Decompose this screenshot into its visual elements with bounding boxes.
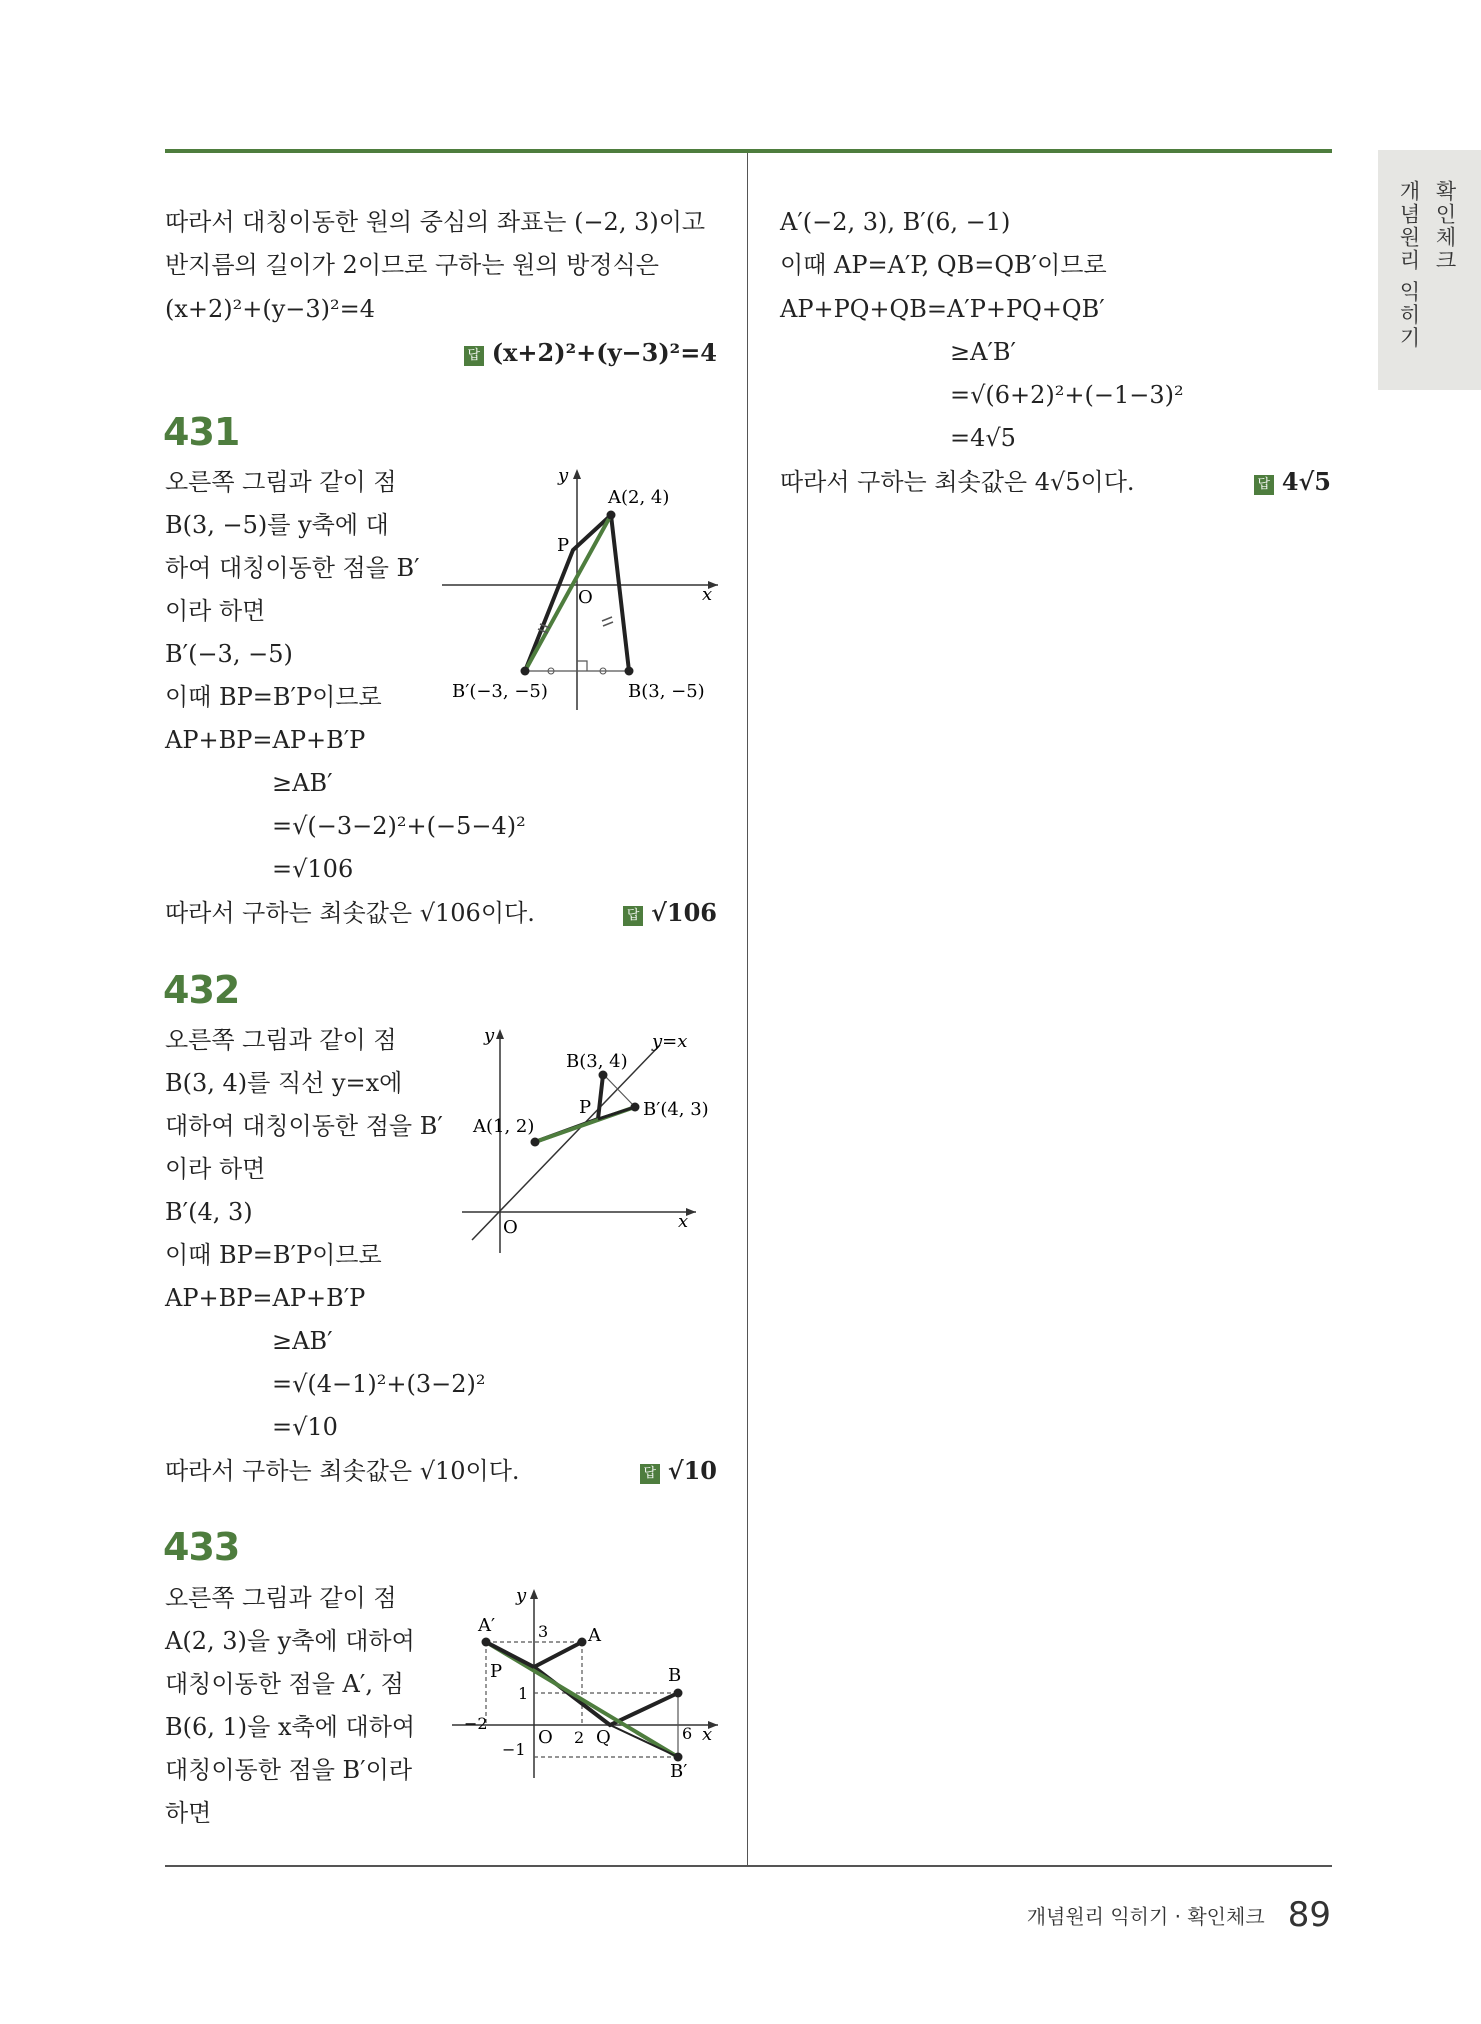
p431-label-b: B(3, −5): [628, 681, 705, 702]
p433-label-a: A: [588, 1625, 601, 1646]
right-line-7: 따라서 구하는 최솟값은 4√5이다.: [780, 468, 1135, 496]
p432-label-p: P: [579, 1097, 592, 1118]
p431-label-o: O: [578, 587, 593, 608]
p433-label-m1: −1: [502, 1740, 526, 1759]
p432-answer-text: √10: [667, 1456, 717, 1485]
p432-label-x: x: [678, 1211, 689, 1232]
p433-label-m2: −2: [464, 1714, 488, 1733]
footer-text: 개념원리 익히기 · 확인체크: [1026, 1904, 1265, 1929]
p431-line-6: 이때 BP=B′P이므로: [165, 683, 382, 711]
p432-answer: [640, 1456, 717, 1485]
answer-mark-icon: 답: [640, 1464, 660, 1484]
side-tab: [1378, 150, 1481, 390]
p431-label-y: y: [558, 465, 569, 486]
side-tab-label-2: 확인체크: [1433, 180, 1457, 272]
p433-line-3: 대칭이동한 점을 A′, 점: [165, 1670, 404, 1698]
p431-line-4: 이라 하면: [165, 597, 266, 625]
p432-figure: [460, 1025, 720, 1255]
right-line-6: =4√5: [950, 424, 1016, 452]
page-number: 89: [1287, 1895, 1331, 1935]
answer-mark-icon: 답: [464, 346, 484, 366]
p431-label-x: x: [702, 584, 713, 605]
intro-line-1: 따라서 대칭이동한 원의 중심의 좌표는 (−2, 3)이고: [165, 208, 706, 236]
p433-label-1: 1: [518, 1684, 529, 1703]
p433-label-q: Q: [596, 1727, 611, 1748]
right-answer-text: 4√5: [1281, 467, 1331, 496]
right-line-1: A′(−2, 3), B′(6, −1): [780, 208, 1011, 236]
right-line-4: ≥A′B′: [950, 338, 1016, 366]
p433-label-6: 6: [682, 1724, 693, 1743]
p433-line-5: 대칭이동한 점을 B′이라: [165, 1756, 412, 1784]
p433-label-a-prime: A′: [478, 1615, 496, 1636]
p431-line-5: B′(−3, −5): [165, 640, 293, 668]
p432-line-3: 대하여 대칭이동한 점을 B′: [165, 1112, 443, 1140]
p432-label-a: A(1, 2): [473, 1116, 535, 1137]
right-line-5: =√(6+2)²+(−1−3)²: [950, 381, 1184, 409]
p432-line-10: =√10: [272, 1413, 338, 1441]
p432-line-2: B(3, 4)를 직선 y=x에: [165, 1069, 403, 1097]
p433-label-o: O: [538, 1727, 553, 1748]
p431-label-a: A(2, 4): [608, 487, 670, 508]
p433-line-4: B(6, 1)을 x축에 대하여: [165, 1713, 416, 1741]
p432-label-o: O: [503, 1217, 518, 1238]
intro-line-3: (x+2)²+(y−3)²=4: [165, 295, 376, 323]
p432-label-b: B(3, 4): [566, 1051, 628, 1072]
p431-answer: [623, 898, 717, 927]
p431-label-b-prime: B′(−3, −5): [452, 681, 548, 702]
bottom-rule: [165, 1865, 1332, 1867]
p431-line-8: ≥AB′: [272, 769, 333, 797]
p431-line-9: =√(−3−2)²+(−5−4)²: [272, 812, 526, 840]
p431-line-10: =√106: [272, 855, 354, 883]
problem-number-431: 431: [163, 410, 240, 454]
p431-line-11: 따라서 구하는 최솟값은 √106이다.: [165, 899, 535, 927]
p432-line-6: 이때 BP=B′P이므로: [165, 1241, 382, 1269]
p432-line-11: 따라서 구하는 최솟값은 √10이다.: [165, 1457, 520, 1485]
column-divider: [747, 153, 748, 1865]
p433-label-b-prime: B′: [670, 1761, 688, 1780]
p432-line-7: AP+BP=AP+B′P: [165, 1284, 366, 1312]
problem-number-432: 432: [163, 968, 240, 1012]
p432-label-line: y=x: [652, 1031, 688, 1052]
p431-answer-text: √106: [651, 898, 717, 927]
p433-label-x: x: [702, 1724, 713, 1745]
answer-mark-icon: 답: [623, 906, 643, 926]
p432-line-4: 이라 하면: [165, 1155, 266, 1183]
p433-label-b: B: [668, 1665, 682, 1686]
p433-line-6: 하면: [165, 1799, 212, 1827]
p433-line-1: 오른쪽 그림과 같이 점: [165, 1584, 397, 1612]
p431-label-p: P: [557, 535, 570, 556]
answer-mark-icon: 답: [1254, 475, 1274, 495]
p433-label-y: y: [516, 1585, 527, 1606]
side-tab-label-1: 개념원리 익히기: [1397, 180, 1421, 350]
page-footer: [1027, 1895, 1331, 1935]
p432-line-1: 오른쪽 그림과 같이 점: [165, 1026, 397, 1054]
p433-figure: [450, 1585, 725, 1780]
p431-line-7: AP+BP=AP+B′P: [165, 726, 366, 754]
p433-label-p: P: [490, 1661, 503, 1682]
p431-figure: [440, 465, 720, 715]
p433-line-2: A(2, 3)을 y축에 대하여: [165, 1627, 415, 1655]
intro-line-2: 반지름의 길이가 2이므로 구하는 원의 방정식은: [165, 251, 659, 279]
p432-line-8: ≥AB′: [272, 1327, 333, 1355]
p433-label-2: 2: [574, 1728, 585, 1747]
p431-line-1: 오른쪽 그림과 같이 점: [165, 468, 397, 496]
right-line-3: AP+PQ+QB=A′P+PQ+QB′: [780, 295, 1105, 323]
p432-line-5: B′(4, 3): [165, 1198, 253, 1226]
right-answer: [1254, 467, 1331, 496]
intro-answer-text: (x+2)²+(y−3)²=4: [491, 338, 717, 367]
top-rule: [165, 149, 1332, 153]
p431-line-2: B(3, −5)를 y축에 대: [165, 511, 389, 539]
right-line-2: 이때 AP=A′P, QB=QB′이므로: [780, 251, 1107, 279]
p432-label-y: y: [484, 1025, 495, 1046]
p432-line-9: =√(4−1)²+(3−2)²: [272, 1370, 486, 1398]
p431-line-3: 하여 대칭이동한 점을 B′: [165, 554, 420, 582]
p432-label-b-prime: B′(4, 3): [643, 1099, 709, 1120]
p433-label-3: 3: [538, 1622, 549, 1641]
problem-number-433: 433: [163, 1525, 240, 1569]
intro-answer: [464, 338, 717, 367]
